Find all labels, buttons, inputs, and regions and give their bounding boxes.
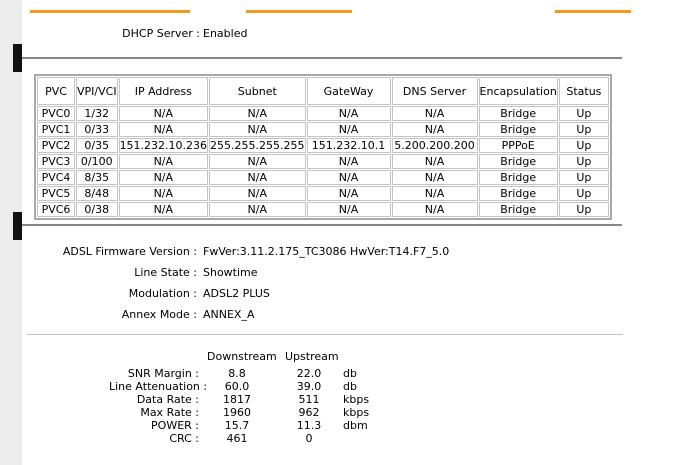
table-cell: PVC2 (37, 138, 75, 153)
table-cell: N/A (307, 122, 391, 137)
table-cell: Up (559, 106, 609, 121)
dhcp-value: Enabled (203, 27, 248, 40)
top-accent-strip-3 (555, 10, 631, 13)
table-cell: N/A (392, 122, 478, 137)
stat-label: Line Attenuation : (109, 380, 208, 393)
pvc-table-body (37, 106, 609, 217)
table-row (37, 202, 609, 217)
table-cell: N/A (119, 170, 208, 185)
table-cell: Bridge (479, 122, 558, 137)
table-cell: N/A (119, 186, 208, 201)
table-cell: N/A (119, 122, 208, 137)
table-cell: Bridge (479, 154, 558, 169)
table-cell: N/A (209, 186, 305, 201)
table-cell: 8/48 (76, 186, 118, 201)
table-row (37, 106, 609, 121)
line-state-label: Line State : (134, 266, 197, 279)
table-cell: Up (559, 186, 609, 201)
line-state-value: Showtime (203, 266, 258, 279)
table-cell: 255.255.255.255 (210, 139, 305, 152)
stat-label: SNR Margin : (127, 367, 199, 380)
divider (22, 57, 622, 59)
modulation-label: Modulation : (128, 287, 197, 300)
table-cell: N/A (392, 186, 478, 201)
modulation-value: ADSL2 PLUS (203, 287, 270, 300)
stat-unit: dbm (343, 419, 368, 432)
column-header-ip-address: IP Address (119, 77, 208, 105)
table-cell: 0/33 (76, 122, 118, 137)
stat-upstream-value: 22.0 (296, 367, 322, 380)
table-cell: Bridge (479, 202, 558, 217)
table-cell: PPPoE (479, 138, 558, 153)
table-cell: Bridge (479, 170, 558, 185)
stat-upstream-value: 39.0 (296, 380, 322, 393)
table-cell: N/A (392, 106, 478, 121)
stat-downstream-value: 60.0 (224, 380, 250, 393)
table-cell: 0/38 (76, 202, 118, 217)
stat-downstream-value: 1817 (223, 393, 251, 406)
table-row (37, 122, 609, 137)
stat-downstream-value: 461 (226, 432, 248, 445)
table-cell: Up (559, 170, 609, 185)
stat-upstream-value: 11.3 (296, 419, 322, 432)
stat-unit: kbps (343, 393, 370, 406)
firmware-label: ADSL Firmware Version : (62, 245, 197, 258)
table-cell: 0/100 (76, 154, 118, 169)
table-cell: Up (559, 154, 609, 169)
table-cell: PVC6 (37, 202, 75, 217)
top-accent-strip-2 (246, 10, 352, 13)
stat-upstream-value: 511 (298, 393, 320, 406)
divider (22, 224, 622, 226)
stat-unit: db (343, 380, 357, 393)
table-cell: PVC4 (37, 170, 75, 185)
table-cell: Bridge (479, 106, 558, 121)
stat-downstream-value: 8.8 (228, 367, 246, 380)
table-cell: 8/35 (76, 170, 118, 185)
stat-upstream-value: 962 (298, 406, 320, 419)
table-cell: Bridge (479, 186, 558, 201)
table-cell: N/A (119, 154, 208, 169)
table-row (37, 186, 609, 201)
divider (27, 334, 623, 335)
column-header-subnet: Subnet (209, 77, 305, 105)
column-header-pvc: PVC (37, 77, 75, 105)
table-cell: N/A (307, 106, 391, 121)
firmware-value: FwVer:3.11.2.175_TC3086 HwVer:T14.F7_5.0 (203, 245, 450, 258)
stat-unit: kbps (343, 406, 370, 419)
table-cell: Up (559, 138, 609, 153)
table-cell: 151.232.10.1 (307, 138, 391, 153)
table-cell: N/A (307, 154, 391, 169)
table-cell: 151.232.10.236 (119, 139, 208, 152)
downstream-header: Downstream (207, 350, 277, 363)
table-cell: N/A (392, 170, 478, 185)
stat-label: Max Rate : (140, 406, 199, 419)
annex-mode-label: Annex Mode : (121, 308, 197, 321)
table-cell: PVC5 (37, 186, 75, 201)
table-cell: Up (559, 202, 609, 217)
table-cell: 5.200.200.200 (392, 138, 478, 153)
table-cell: PVC1 (37, 122, 75, 137)
dhcp-label: DHCP Server : (122, 27, 200, 40)
table-cell: N/A (307, 186, 391, 201)
table-header-row (37, 77, 609, 105)
table-cell: N/A (307, 170, 391, 185)
table-row (37, 170, 609, 185)
column-header-gateway: GateWay (307, 77, 391, 105)
table-cell: N/A (209, 154, 305, 169)
column-header-vpi-vci: VPI/VCI (76, 77, 118, 105)
column-header-dns-server: DNS Server (392, 77, 478, 105)
table-cell: N/A (209, 122, 305, 137)
table-cell: N/A (307, 202, 391, 217)
stat-unit: db (343, 367, 357, 380)
pvc-table (34, 74, 612, 220)
table-cell: N/A (209, 202, 305, 217)
stat-downstream-value: 15.7 (224, 419, 250, 432)
stat-label: POWER : (151, 419, 199, 432)
table-cell: PVC0 (37, 106, 75, 121)
upstream-header: Upstream (285, 350, 339, 363)
table-cell: N/A (209, 170, 305, 185)
table-cell: PVC3 (37, 154, 75, 169)
column-header-status: Status (559, 77, 609, 105)
stat-upstream-value: 0 (305, 432, 313, 445)
table-row (37, 138, 609, 153)
stat-label: CRC : (169, 432, 199, 445)
table-cell: N/A (209, 106, 305, 121)
stat-downstream-value: 1960 (223, 406, 251, 419)
top-accent-strip (30, 10, 190, 13)
table-cell: N/A (392, 202, 478, 217)
table-cell: 0/35 (76, 138, 118, 153)
table-cell: N/A (119, 202, 208, 217)
annex-mode-value: ANNEX_A (203, 308, 255, 321)
table-cell: Up (559, 122, 609, 137)
table-cell: 1/32 (76, 106, 118, 121)
table-cell: N/A (119, 106, 208, 121)
stat-label: Data Rate : (136, 393, 199, 406)
table-row (37, 154, 609, 169)
column-header-encapsulation: Encapsulation (479, 77, 558, 105)
table-cell: N/A (392, 154, 478, 169)
